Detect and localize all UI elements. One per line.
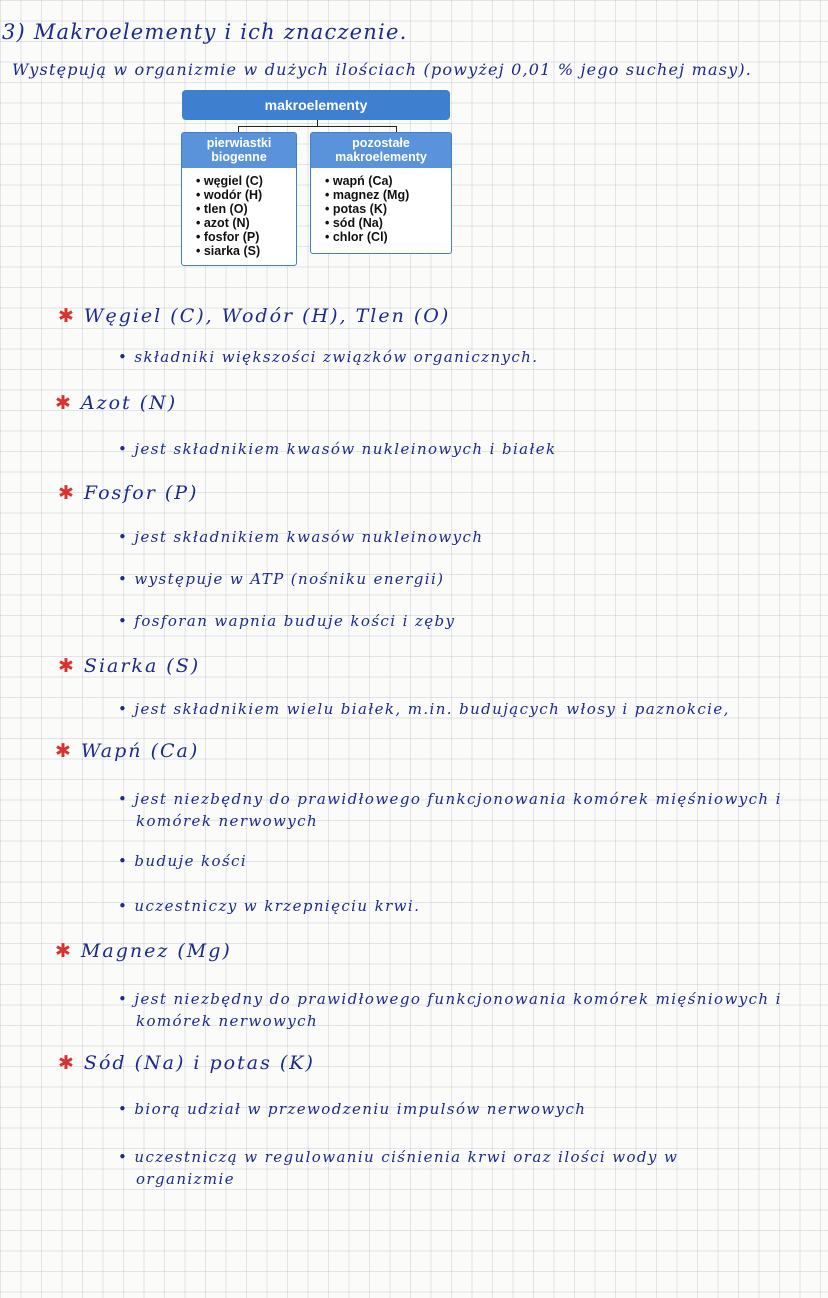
heading-text: Sód (Na) i potas (K) — [83, 1052, 315, 1074]
intro-text: Występują w organizmie w dużych ilościach (powyżej 0,01 % jego suchej masy). — [12, 60, 753, 79]
other-macroelements-header: pozostałe makroelementy — [311, 133, 451, 168]
bullet-text: • jest niezbędny do prawidłowego funkcjonowania komórek mięśniowych i — [118, 990, 782, 1008]
other-macroelements-list — [311, 174, 451, 244]
biogenic-header: pierwiastki biogenne — [182, 133, 296, 168]
list-item: • węgiel (C) — [196, 174, 296, 188]
page-title: 3) Makroelementy i ich znaczenie. — [2, 20, 408, 44]
bullet-text: • fosforan wapnia buduje kości i zęby — [118, 612, 456, 630]
list-item: • wapń (Ca) — [325, 174, 451, 188]
bullet-text: • uczestniczą w regulowaniu ciśnienia krwi oraz ilości wody w — [118, 1148, 679, 1166]
heading-text: Magnez (Mg) — [80, 940, 232, 962]
list-item: • potas (K) — [325, 202, 451, 216]
list-item: • wodór (H) — [196, 188, 296, 202]
biogenic-elements-box — [181, 132, 297, 266]
asterisk-icon: ✱ — [58, 1052, 76, 1074]
section-heading — [58, 305, 450, 327]
heading-text: Azot (N) — [80, 392, 178, 414]
section-heading — [55, 940, 232, 962]
asterisk-icon: ✱ — [58, 482, 76, 504]
diagram-connector — [238, 126, 396, 127]
bullet-continuation: komórek nerwowych — [136, 1012, 319, 1030]
list-item: • sód (Na) — [325, 216, 451, 230]
list-item: • chlor (Cl) — [325, 230, 451, 244]
list-item: • fosfor (P) — [196, 230, 296, 244]
asterisk-icon: ✱ — [55, 740, 73, 762]
heading-text: Węgiel (C), Wodór (H), Tlen (O) — [83, 305, 451, 327]
asterisk-icon: ✱ — [55, 940, 73, 962]
bullet-text: • jest składnikiem kwasów nukleinowych — [118, 528, 484, 546]
bullet-text: • jest składnikiem wielu białek, m.in. budujących włosy i paznokcie, — [118, 700, 730, 718]
bullet-text: • biorą udział w przewodzeniu impulsów nerwowych — [118, 1100, 587, 1118]
section-heading — [55, 392, 177, 414]
heading-text: Siarka (S) — [83, 655, 201, 677]
bullet-continuation: organizmie — [136, 1170, 236, 1188]
other-macroelements-box — [310, 132, 452, 254]
asterisk-icon: ✱ — [58, 655, 76, 677]
bullet-text: • występuje w ATP (nośniku energii) — [118, 570, 445, 588]
heading-text: Fosfor (P) — [83, 482, 199, 504]
bullet-text: • składniki większości związków organicznych. — [118, 348, 539, 366]
bullet-text: • jest niezbędny do prawidłowego funkcjonowania komórek mięśniowych i — [118, 790, 782, 808]
asterisk-icon: ✱ — [58, 305, 76, 327]
list-item: • magnez (Mg) — [325, 188, 451, 202]
diagram-title: makroelementy — [182, 90, 450, 120]
macroelements-diagram — [180, 90, 452, 272]
section-heading — [58, 1052, 315, 1074]
list-item: • azot (N) — [196, 216, 296, 230]
list-item: • siarka (S) — [196, 244, 296, 258]
bullet-text: • jest składnikiem kwasów nukleinowych i białek — [118, 440, 557, 458]
bullet-continuation: komórek nerwowych — [136, 812, 319, 830]
list-item: • tlen (O) — [196, 202, 296, 216]
section-heading — [58, 482, 198, 504]
asterisk-icon: ✱ — [55, 392, 73, 414]
heading-text: Wapń (Ca) — [80, 740, 200, 762]
section-heading — [55, 740, 199, 762]
biogenic-list — [182, 174, 296, 258]
section-heading — [58, 655, 200, 677]
bullet-text: • uczestniczy w krzepnięciu krwi. — [118, 897, 421, 915]
bullet-text: • buduje kości — [118, 852, 248, 870]
